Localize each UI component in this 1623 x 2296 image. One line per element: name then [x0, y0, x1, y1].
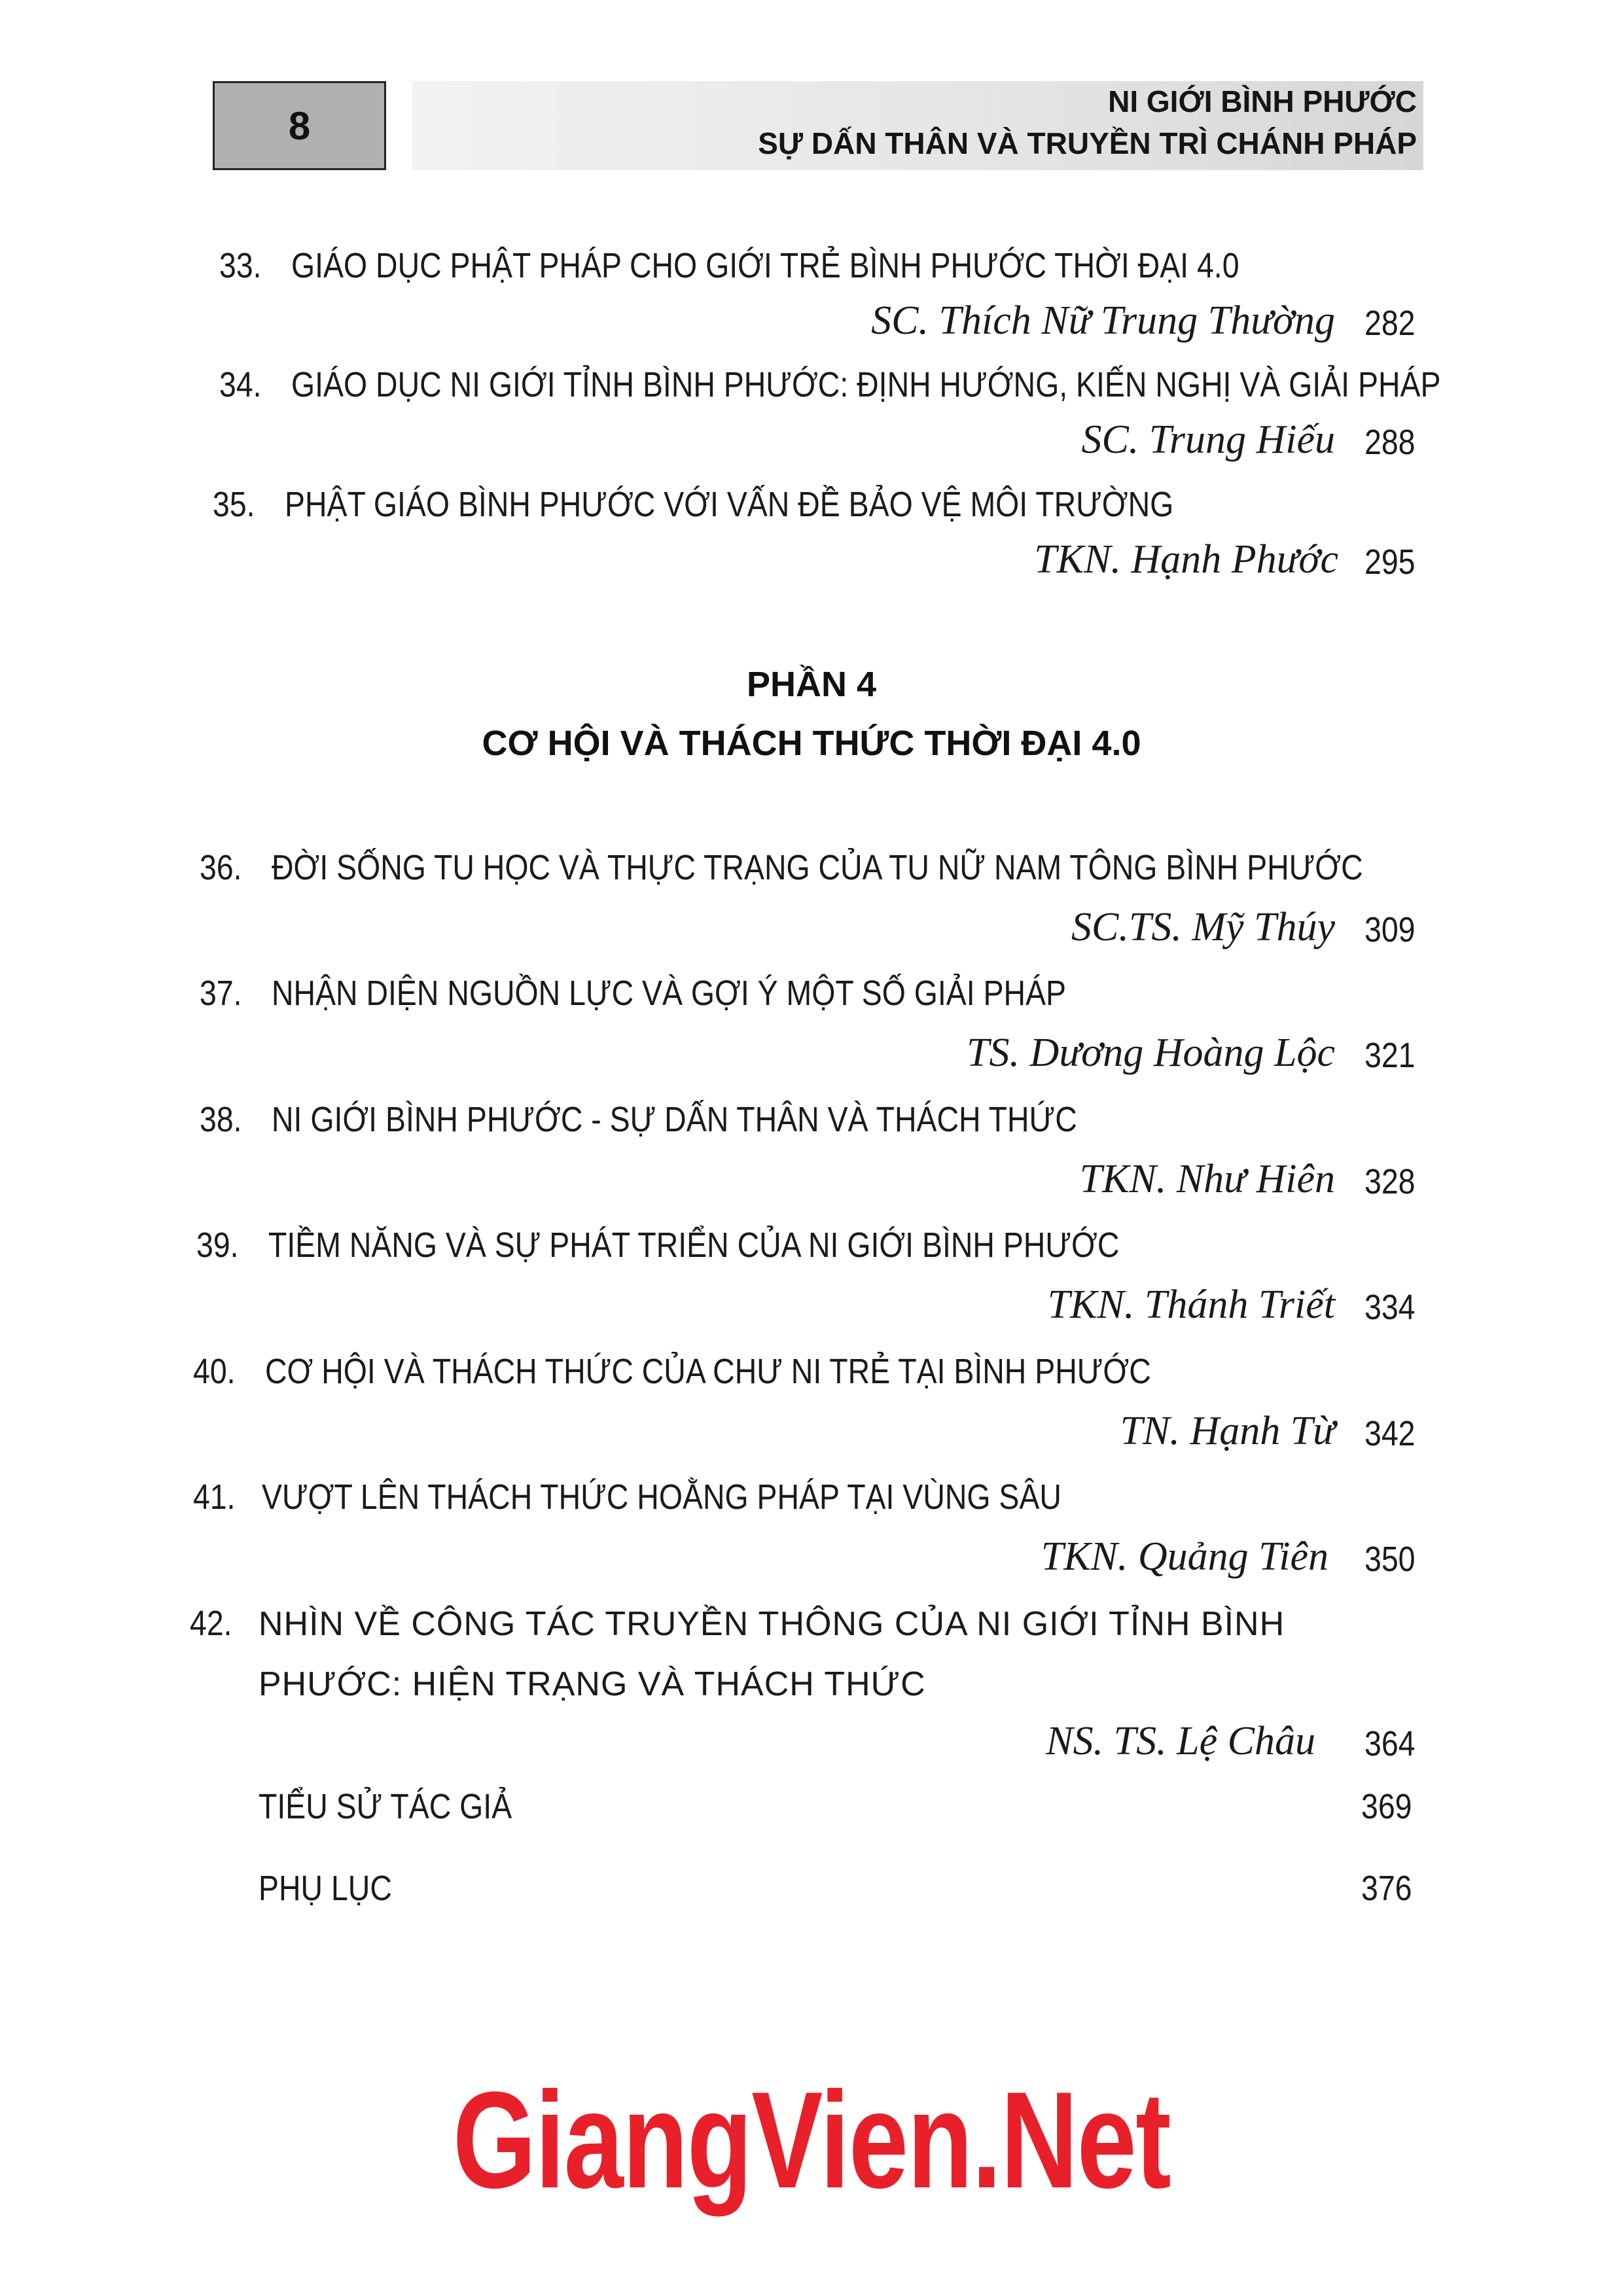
toc-entry-number: 37. [200, 974, 242, 1013]
toc-entry-author: TN. Hạnh Từ [1120, 1409, 1335, 1453]
toc-entry-title: VƯỢT LÊN THÁCH THỨC HOẰNG PHÁP TẠI VÙNG SÂU [262, 1477, 1061, 1517]
toc-entry-title: CƠ HỘI VÀ THÁCH THỨC CỦA CHƯ NI TRẺ TẠI BÌNH PHƯỚC [265, 1352, 1151, 1391]
toc-entry-page: 334 [1364, 1288, 1416, 1327]
section-label: PHẦN 4 [746, 665, 877, 704]
running-header-subtitle: SỰ DẤN THÂN VÀ TRUYỀN TRÌ CHÁNH PHÁP [758, 126, 1417, 160]
toc-entry-author: NS. TS. Lệ Châu [1046, 1719, 1315, 1763]
toc-entry-page: 342 [1364, 1414, 1416, 1453]
toc-entry-author: SC. Thích Nữ Trung Thường [871, 298, 1335, 343]
toc-entry-number: 36. [200, 848, 242, 887]
toc-entry-page: 364 [1364, 1724, 1416, 1763]
running-header-title: NI GIỚI BÌNH PHƯỚC [1108, 84, 1417, 118]
toc-entry-number: 40. [193, 1352, 236, 1391]
watermark-text: GiangVien.Net [452, 2063, 1171, 2217]
toc-entry-title: PHỤ LỤC [259, 1869, 392, 1908]
toc-entry-page: 369 [1361, 1787, 1412, 1826]
toc-entry-author: SC.TS. Mỹ Thúy [1071, 905, 1335, 949]
toc-entry-page: 288 [1364, 423, 1416, 462]
toc-entry-author: TKN. Quảng Tiên [1041, 1534, 1329, 1579]
toc-entry-page: 282 [1364, 304, 1416, 343]
toc-entry-title: TIỂU SỬ TÁC GIẢ [259, 1787, 512, 1826]
toc-entry-author: TKN. Thánh Triết [1047, 1282, 1335, 1327]
page-number-box [213, 81, 386, 170]
toc-entry-author: TKN. Như Hiên [1079, 1157, 1335, 1201]
toc-entry-title: NI GIỚI BÌNH PHƯỚC - SỰ DẤN THÂN VÀ THÁCH THỨC [272, 1100, 1077, 1139]
section-title: CƠ HỘI VÀ THÁCH THỨC THỜI ĐẠI 4.0 [482, 724, 1141, 763]
toc-entry-author: TS. Dương Hoàng Lộc [967, 1031, 1335, 1075]
toc-entry-author: TKN. Hạnh Phước [1034, 537, 1338, 582]
toc-entry-title: NHÌN VỀ CÔNG TÁC TRUYỀN THÔNG CỦA NI GIỚI TỈNH BÌNH PHƯỚC: HIỆN TRẠNG VÀ THÁCH THỨC [259, 1605, 1285, 1703]
toc-entry-number: 38. [200, 1100, 242, 1139]
toc-entry-number: 42. [190, 1604, 232, 1643]
toc-entry-page: 376 [1361, 1869, 1412, 1908]
page-number: 8 [288, 103, 311, 148]
toc-entry-number: 33. [219, 246, 262, 285]
toc-entry-page: 295 [1364, 542, 1416, 582]
toc-entry-number: 39. [196, 1226, 239, 1265]
toc-entry-author: SC. Trung Hiếu [1081, 417, 1335, 462]
toc-entry-number: 34. [219, 365, 262, 404]
toc-entry-title: GIÁO DỤC NI GIỚI TỈNH BÌNH PHƯỚC: ĐỊNH HƯỚNG, KIẾN NGHỊ VÀ GIẢI PHÁP [291, 365, 1441, 404]
toc-entry-title: NHẬN DIỆN NGUỒN LỰC VÀ GỢI Ý MỘT SỐ GIẢI PHÁP [272, 974, 1067, 1013]
toc-entry-title: TIỀM NĂNG VÀ SỰ PHÁT TRIỂN CỦA NI GIỚI BÌNH PHƯỚC [268, 1226, 1120, 1265]
toc-entry-title: PHẬT GIÁO BÌNH PHƯỚC VỚI VẤN ĐỀ BẢO VỆ MÔI TRƯỜNG [285, 485, 1174, 524]
toc-entry-title: GIÁO DỤC PHẬT PHÁP CHO GIỚI TRẺ BÌNH PHƯỚC THỜI ĐẠI 4.0 [291, 246, 1240, 285]
toc-entry-title: ĐỜI SỐNG TU HỌC VÀ THỰC TRẠNG CỦA TU NỮ NAM TÔNG BÌNH PHƯỚC [272, 848, 1363, 887]
toc-entry-page: 350 [1364, 1540, 1416, 1579]
toc-entry-page: 328 [1364, 1162, 1416, 1201]
toc-entry-number: 35. [213, 485, 255, 524]
toc-entry-number: 41. [193, 1477, 236, 1517]
toc-entry-page: 321 [1364, 1036, 1416, 1075]
toc-entry-page: 309 [1364, 910, 1416, 949]
